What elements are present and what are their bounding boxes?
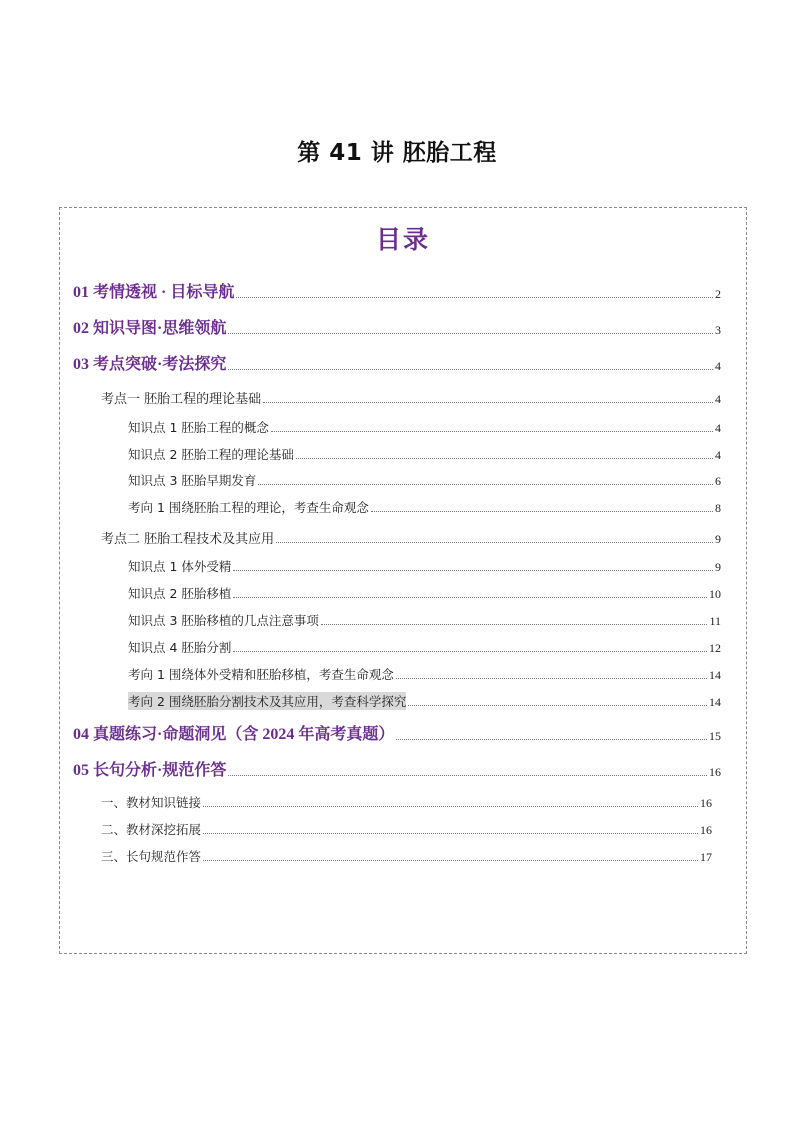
toc-leader-dots (228, 369, 713, 370)
toc-entry-knowledge-1-2[interactable] (128, 445, 721, 463)
toc-entry-long-sentence[interactable] (101, 847, 712, 865)
toc-entry-page: 9 (715, 560, 721, 574)
toc-entry-page: 16 (700, 823, 712, 837)
toc-leader-dots (233, 651, 707, 652)
document-title: 第 41 讲 胚胎工程 (297, 140, 497, 166)
toc-entry-kaodian-2[interactable] (101, 528, 721, 547)
toc-entry-label: 一、教材知识链接 (101, 795, 202, 810)
toc-leader-dots (321, 624, 708, 625)
toc-leader-dots (236, 297, 713, 298)
toc-entry-page: 4 (715, 392, 721, 406)
toc-leader-dots (263, 402, 713, 403)
toc-entry-section-01[interactable] (73, 280, 721, 302)
toc-entry-knowledge-1-1[interactable] (128, 418, 721, 436)
toc-entry-label: 知识点 1 胚胎工程的概念 (128, 420, 269, 435)
toc-leader-dots (233, 597, 707, 598)
toc-leader-dots (396, 678, 707, 679)
toc-entry-direction-2-1[interactable] (128, 665, 721, 683)
toc-entry-direction-2-2[interactable] (128, 692, 721, 710)
toc-entry-page: 8 (715, 501, 721, 515)
toc-leader-dots (258, 484, 713, 485)
toc-entry-section-04[interactable] (73, 722, 721, 744)
toc-entry-label: 05 长句分析·规范作答 (73, 762, 227, 779)
toc-entry-label: 知识点 2 胚胎移植 (128, 586, 232, 601)
toc-entry-textbook-extension[interactable] (101, 820, 712, 838)
toc-entry-section-02[interactable] (73, 316, 721, 338)
toc-entry-textbook-link[interactable] (101, 793, 712, 811)
toc-leader-dots (276, 542, 713, 543)
toc-entry-page: 11 (709, 614, 721, 628)
toc-leader-dots (408, 705, 707, 706)
toc-entry-label: 知识点 4 胚胎分割 (128, 640, 232, 655)
toc-entry-label: 考点二 胚胎工程技术及其应用 (101, 532, 275, 547)
toc-entry-label: 知识点 3 胚胎早期发育 (128, 473, 257, 488)
toc-entry-page: 16 (709, 765, 721, 779)
toc-entry-kaodian-1[interactable] (101, 388, 721, 407)
toc-leader-dots (233, 570, 713, 571)
toc-leader-dots (203, 833, 698, 834)
toc-entry-knowledge-2-2[interactable] (128, 584, 721, 602)
toc-entry-label: 考向 1 围绕胚胎工程的理论，考查生命观念 (128, 500, 369, 515)
toc-entry-page: 4 (715, 421, 721, 435)
toc-entry-label: 考向 1 围绕体外受精和胚胎移植，考查生命观念 (128, 667, 394, 682)
toc-leader-dots (228, 775, 707, 776)
toc-entry-label: 知识点 2 胚胎工程的理论基础 (128, 447, 294, 462)
toc-entry-page: 3 (715, 323, 721, 337)
toc-leader-dots (371, 511, 713, 512)
toc-leader-dots (296, 458, 713, 459)
toc-entry-label: 03 考点突破·考法探究 (73, 356, 227, 373)
toc-leader-dots (228, 333, 713, 334)
toc-entry-label: 二、教材深挖拓展 (101, 822, 202, 837)
toc-entry-page: 17 (700, 850, 712, 864)
toc-entry-page: 12 (709, 641, 721, 655)
toc-entry-label: 三、长句规范作答 (101, 849, 202, 864)
toc-leader-dots (203, 806, 698, 807)
toc-entry-page: 4 (715, 359, 721, 373)
toc-entry-direction-1-1[interactable] (128, 498, 721, 516)
toc-entry-page: 4 (715, 448, 721, 462)
toc-entry-knowledge-2-1[interactable] (128, 557, 721, 575)
toc-entry-page: 9 (715, 532, 721, 546)
toc-entry-label: 04 真题练习·命题洞见（含 2024 年高考真题） (73, 726, 395, 743)
toc-entry-page: 14 (709, 668, 721, 682)
toc-entry-knowledge-1-3[interactable] (128, 471, 721, 489)
toc-entry-page: 15 (709, 729, 721, 743)
toc-entry-section-05[interactable] (73, 758, 721, 780)
toc-entry-label: 考点一 胚胎工程的理论基础 (101, 392, 262, 407)
toc-entry-label: 知识点 1 体外受精 (128, 559, 232, 574)
toc-entry-page: 16 (700, 796, 712, 810)
toc-entry-page: 2 (715, 287, 721, 301)
toc-entry-knowledge-2-4[interactable] (128, 638, 721, 656)
toc-entry-label: 考向 2 围绕胚胎分割技术及其应用，考查科学探究 (128, 694, 407, 709)
toc-leader-dots (396, 739, 707, 740)
toc-heading: 目录 (375, 225, 430, 254)
toc-entry-knowledge-2-3[interactable] (128, 611, 721, 629)
toc-entry-page: 10 (709, 587, 721, 601)
toc-leader-dots (271, 431, 713, 432)
toc-entry-label: 01 考情透视 · 目标导航 (73, 284, 235, 301)
toc-entry-label: 02 知识导图·思维领航 (73, 320, 227, 337)
table-of-contents (59, 207, 747, 954)
toc-entry-page: 6 (715, 474, 721, 488)
toc-entry-section-03[interactable] (73, 352, 721, 374)
toc-entry-page: 14 (709, 695, 721, 709)
toc-entry-label: 知识点 3 胚胎移植的几点注意事项 (128, 613, 319, 628)
toc-leader-dots (203, 860, 698, 861)
